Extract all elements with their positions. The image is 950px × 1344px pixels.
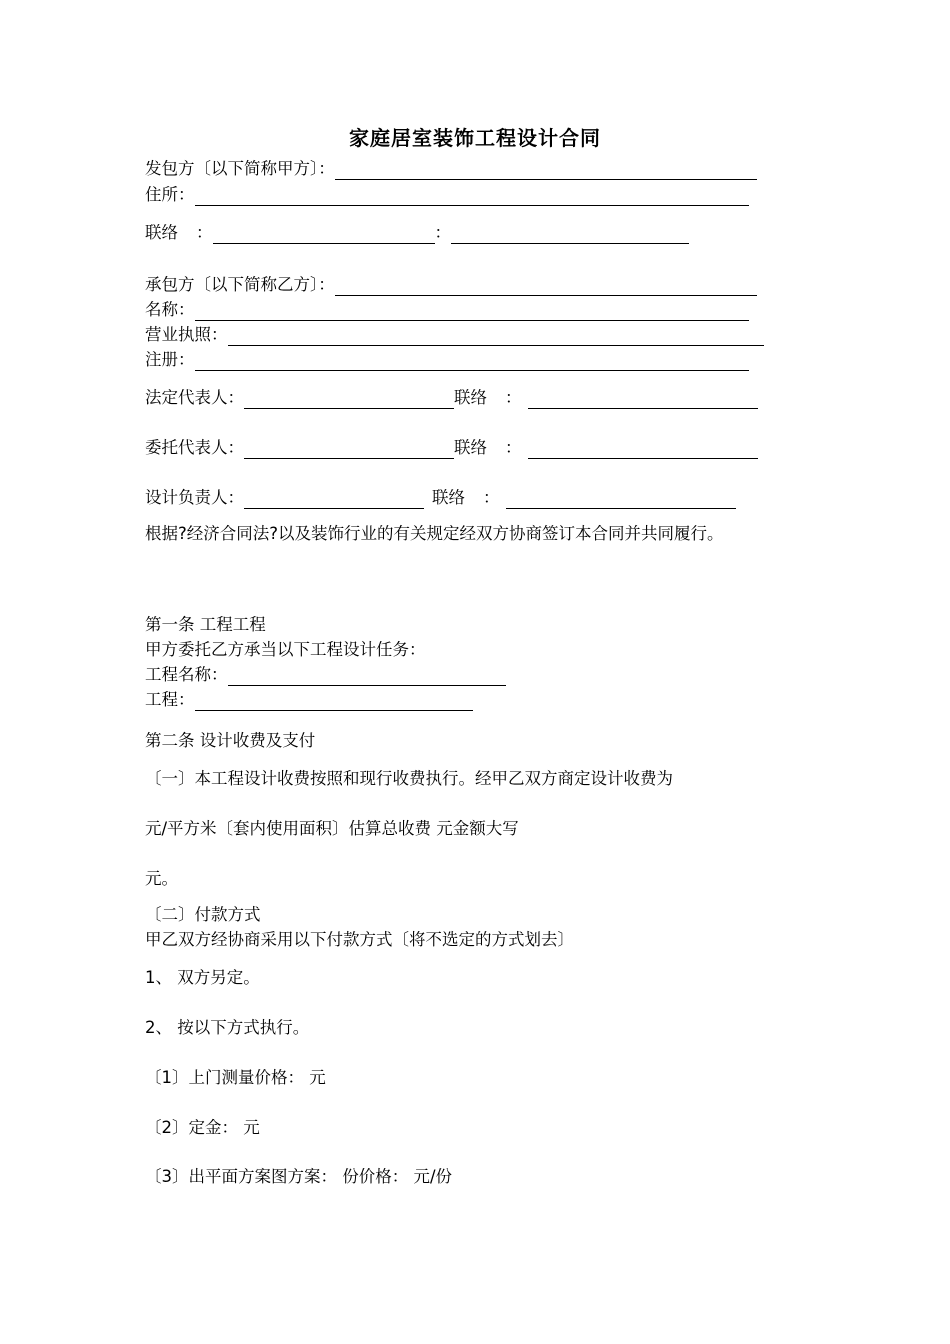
payment-item-2: 〔2〕定金： 元	[145, 1118, 260, 1137]
party-b-name-line	[145, 299, 749, 321]
party-b-name-label: 名称：	[145, 300, 195, 319]
party-b-header-label: 承包方〔以下简称乙方〕：	[145, 275, 335, 294]
party-a-address-line	[145, 184, 749, 206]
party-b-license-line	[145, 324, 764, 346]
party-b-register-label: 注册：	[145, 350, 195, 369]
article-1-heading: 第一条 工程工程	[145, 615, 266, 634]
payment-option-2: 2、 按以下方式执行。	[145, 1018, 310, 1037]
project-name-line	[145, 664, 506, 686]
party-a-phone-field[interactable]	[213, 225, 435, 244]
entrusted-rep-label: 委托代表人：	[145, 438, 244, 457]
clause-1-line-1: 〔一〕本工程设计收费按照和现行收费执行。经甲乙双方商定设计收费为	[145, 769, 673, 788]
payment-item-3: 〔3〕出平面方案图方案： 份价格： 元/份	[145, 1167, 453, 1186]
project-name-label: 工程名称：	[145, 665, 228, 684]
party-b-license-label: 营业执照：	[145, 325, 228, 344]
document-title: 家庭居室装饰工程设计合同	[349, 126, 601, 150]
party-b-license-field[interactable]	[228, 327, 764, 346]
clause-2-intro: 甲乙双方经协商采用以下付款方式〔将不选定的方式划去〕	[145, 930, 574, 949]
legal-rep-contact-field[interactable]	[528, 390, 758, 409]
design-lead-contact-colon: ：	[483, 488, 500, 507]
legal-rep-contact-label: 联络	[454, 388, 487, 407]
payment-item-1: 〔1〕上门测量价格： 元	[145, 1068, 326, 1087]
party-a-header-line	[145, 158, 757, 180]
design-lead-field[interactable]	[244, 490, 424, 509]
clause-2-heading: 〔二〕付款方式	[145, 905, 261, 924]
project-field[interactable]	[195, 692, 473, 711]
design-lead-contact-label: 联络	[432, 488, 465, 507]
legal-rep-contact-colon: ：	[505, 388, 522, 407]
design-lead-label: 设计负责人：	[145, 488, 244, 507]
party-a-header-label: 发包方〔以下简称甲方〕：	[145, 159, 335, 178]
party-a-contact-colon-2: ：	[434, 223, 451, 242]
preamble-text: 根据?经济合同法?以及装饰行业的有关规定经双方协商签订本合同并共同履行。	[145, 524, 724, 543]
party-b-register-field[interactable]	[195, 352, 749, 371]
party-a-contact-line	[145, 222, 689, 244]
entrusted-rep-contact-field[interactable]	[528, 440, 758, 459]
legal-rep-line	[145, 387, 758, 409]
party-b-name-field[interactable]	[195, 302, 749, 321]
party-a-fax-field[interactable]	[451, 225, 689, 244]
article-1-intro: 甲方委托乙方承当以下工程设计任务：	[145, 640, 426, 659]
project-line	[145, 689, 473, 711]
project-label: 工程：	[145, 690, 195, 709]
party-a-contact-label: 联络	[145, 223, 178, 242]
party-b-register-line	[145, 349, 749, 371]
clause-1-line-3: 元。	[145, 869, 178, 888]
entrusted-rep-line	[145, 437, 758, 459]
legal-rep-label: 法定代表人：	[145, 388, 244, 407]
legal-rep-field[interactable]	[244, 390, 454, 409]
party-a-address-field[interactable]	[195, 187, 749, 206]
clause-1-line-2: 元/平方米〔套内使用面积〕估算总收费 元金额大写	[145, 819, 519, 838]
entrusted-rep-field[interactable]	[244, 440, 454, 459]
article-2-heading: 第二条 设计收费及支付	[145, 731, 316, 750]
project-name-field[interactable]	[228, 667, 506, 686]
entrusted-rep-contact-colon: ：	[505, 438, 522, 457]
party-b-header-line	[145, 274, 757, 296]
party-a-contact-colon: ：	[196, 223, 213, 242]
payment-option-1: 1、 双方另定。	[145, 968, 260, 987]
party-b-header-field[interactable]	[335, 277, 757, 296]
design-lead-contact-field[interactable]	[506, 490, 736, 509]
entrusted-rep-contact-label: 联络	[454, 438, 487, 457]
party-a-address-label: 住所：	[145, 185, 195, 204]
party-a-name-field[interactable]	[335, 161, 757, 180]
design-lead-line	[145, 487, 736, 509]
